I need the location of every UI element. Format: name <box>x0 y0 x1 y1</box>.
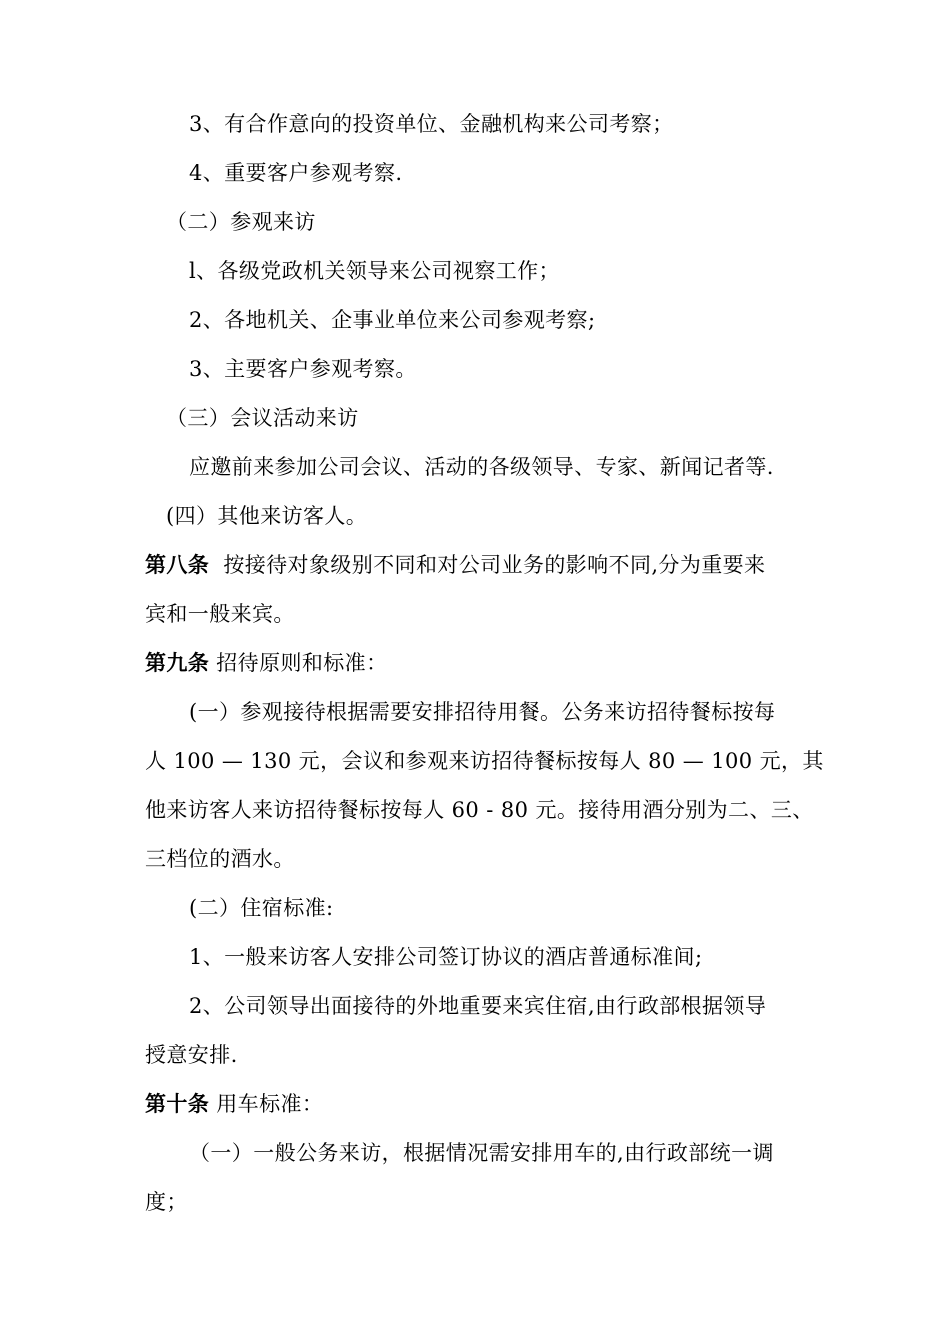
paragraph-line: 2、各地机关、企事业单位来公司参观考察; <box>189 308 596 332</box>
paragraph-line: 4、重要客户参观考察. <box>189 161 403 185</box>
article-text: 招待原则和标准： <box>216 651 388 675</box>
paragraph-line: 2、公司领导出面接待的外地重要来宾住宿,由行政部根据领导 <box>189 994 767 1018</box>
article-label: 第八条 <box>145 552 210 577</box>
section-heading: （二）参观来访 <box>166 210 316 234</box>
paragraph-line: (一）参观接待根据需要安排招待用餐。公务来访招待餐标按每 <box>189 700 776 724</box>
article-text: 用车标准： <box>216 1092 324 1116</box>
paragraph-line: 1、一般来访客人安排公司签订协议的酒店普通标准间; <box>189 945 703 969</box>
paragraph-line: 3、有合作意向的投资单位、金融机构来公司考察； <box>189 112 674 136</box>
paragraph-line: 三档位的酒水。 <box>145 847 295 871</box>
paragraph-line: 度； <box>145 1190 188 1214</box>
paragraph-line: 宾和一般来宾。 <box>145 602 295 626</box>
paragraph-line: 人 100 — 130 元，会议和参观来访招待餐标按每人 80 — 100 元，其 <box>145 749 824 773</box>
article-label: 第九条 <box>145 650 210 675</box>
article-paragraph <box>145 648 387 678</box>
section-heading: (四）其他来访客人。 <box>166 504 368 528</box>
paragraph-line: 他来访客人来访招待餐标按每人 60 - 80 元。接待用酒分别为二、三、 <box>145 798 814 822</box>
paragraph-line: (二）住宿标准: <box>189 896 334 920</box>
article-paragraph <box>145 550 765 580</box>
paragraph-line: （一）一般公务来访，根据情况需安排用车的,由行政部统一调 <box>189 1141 774 1165</box>
paragraph-line: 应邀前来参加公司会议、活动的各级领导、专家、新闻记者等. <box>189 455 774 479</box>
article-label: 第十条 <box>145 1091 210 1116</box>
article-paragraph <box>145 1089 323 1119</box>
paragraph-line: l、各级党政机关领导来公司视察工作； <box>189 259 560 283</box>
article-text: 按接待对象级别不同和对公司业务的影响不同,分为重要来 <box>223 553 766 577</box>
paragraph-line: 3、主要客户参观考察。 <box>189 357 417 381</box>
section-heading: （三）会议活动来访 <box>166 406 359 430</box>
paragraph-line: 授意安排. <box>145 1043 238 1067</box>
